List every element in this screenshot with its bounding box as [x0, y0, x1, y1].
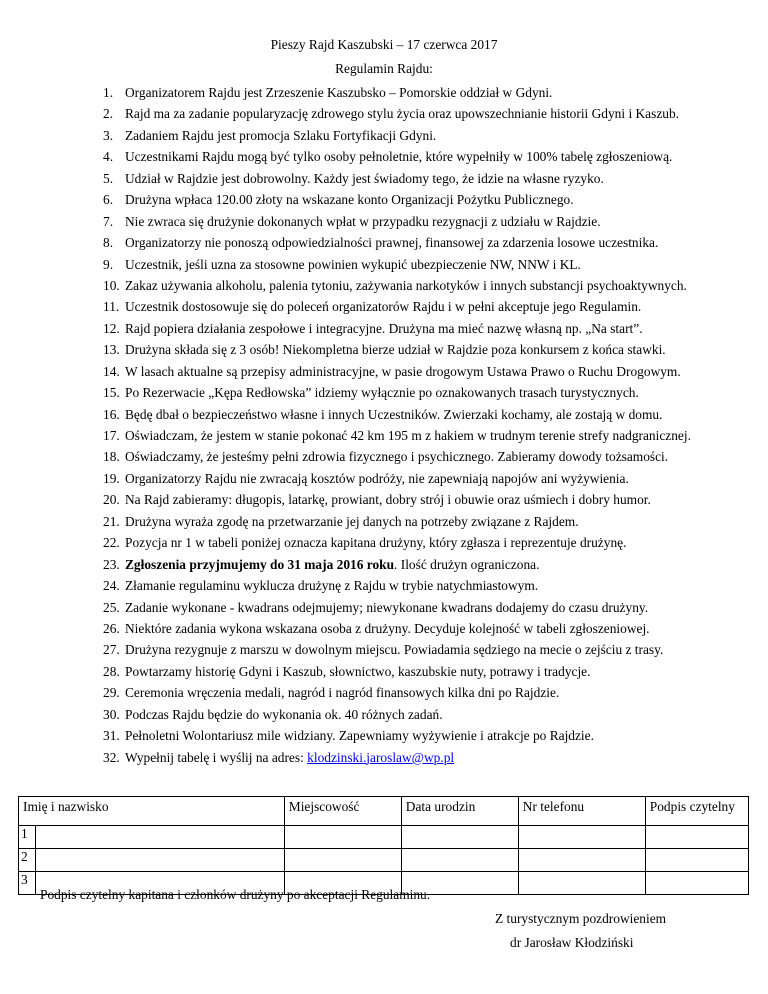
rule-text: Drużyna składa się z 3 osób! Niekompletna bierze udział w Rajdzie poza konkursem z końca stawki. [125, 342, 666, 358]
rule-text: Rajd popiera działania zespołowe i integracyjne. Drużyna ma mieć nazwę własną np. „Na start”. [125, 320, 643, 336]
rule-item [0, 383, 768, 404]
header-phone: Nr telefonu [518, 797, 645, 826]
rule-text: Ceremonia wręczenia medali, nagród i nagród finansowych kilka dni po Rajdzie. [125, 685, 560, 701]
rule-text-lead: Wypełnij tabelę i wyślij na adres: [125, 749, 308, 765]
rule-text: Pozycja nr 1 w tabeli poniżej oznacza kapitana drużyny, który zgłasza i reprezentuje drużynę. [125, 535, 627, 551]
rule-number: 13. [103, 342, 120, 358]
rule-number: 8. [103, 235, 114, 251]
rule-text: Uczestnik dostosowuje się do poleceń organizatorów Rajdu i w pełni akceptuje jego Regulamin. [125, 299, 642, 315]
rule-text: Udział w Rajdzie jest dobrowolny. Każdy jest świadomy tego, że idzie na własne ryzyko. [125, 170, 604, 186]
rule-item [0, 640, 768, 661]
rule-number: 27. [103, 642, 120, 658]
rule-text: Powtarzamy historię Gdyni i Kaszub, słownictwo, kaszubskie nuty, potrawy i tradycje. [125, 663, 591, 679]
name-cell[interactable] [36, 849, 285, 872]
table-row[interactable] [19, 849, 749, 872]
rule-number: 4. [103, 149, 114, 165]
rule-text: Drużyna wpłaca 120.00 złoty na wskazane konto Organizacji Pożytku Publicznego. [125, 192, 574, 208]
rule-item [0, 104, 768, 125]
rule-item [0, 619, 768, 640]
document-title: Pieszy Rajd Kaszubski – 17 czerwca 2017 [270, 37, 498, 52]
rule-number: 28. [103, 663, 120, 679]
rule-number: 15. [103, 385, 120, 401]
rule-number: 21. [103, 513, 120, 529]
rule-item [0, 169, 768, 190]
rule-text: Zakaz używania alkoholu, palenia tytoniu, zażywania narkotyków i innych substancji psychoaktywnych. [125, 277, 687, 293]
rule-item [0, 447, 768, 468]
rule-item [0, 297, 768, 318]
rule-number: 29. [103, 685, 120, 701]
rule-item [0, 748, 768, 769]
rule-number: 19. [103, 470, 120, 486]
rule-number: 16. [103, 406, 120, 422]
header-signature: Podpis czytelny [645, 797, 748, 826]
rule-item [0, 555, 768, 576]
rule-item [0, 190, 768, 211]
registration-table [18, 796, 749, 895]
rule-text: Drużyna wyraża zgodę na przetwarzanie jej danych na potrzeby związane z Rajdem. [125, 513, 579, 529]
rule-item [0, 212, 768, 233]
rule-item [0, 662, 768, 683]
header-birthdate: Data urodzin [401, 797, 518, 826]
rule-item [0, 362, 768, 383]
rule-text [125, 555, 539, 575]
rule-text: Niektóre zadania wykona wskazana osoba z drużyny. Decyduje kolejność w tabeli zgłoszeniowej. [125, 620, 650, 636]
signature-cell[interactable] [645, 849, 748, 872]
rule-number: 11. [103, 299, 120, 315]
rule-text: W lasach aktualne są przepisy administracyjne, w pasie drogowym Ustawa Prawo o Ruchu Drogowym. [125, 363, 681, 379]
rule-number: 25. [103, 599, 120, 615]
table-row[interactable] [19, 826, 749, 849]
rule-number: 9. [103, 256, 114, 272]
rule-text-rest: . Ilość drużyn ograniczona. [394, 556, 540, 572]
rule-number: 14. [103, 363, 120, 379]
rule-number: 18. [103, 449, 120, 465]
rule-text: Po Rezerwacie „Kępa Redłowska” idziemy wyłącznie po oznakowanych trasach turystycznych. [125, 385, 639, 401]
rule-text: Zadaniem Rajdu jest promocja Szlaku Fortyfikacji Gdyni. [125, 127, 437, 143]
signature-note: Podpis czytelny kapitana i członków drużyny po akceptacji Regulaminu. [40, 887, 431, 902]
rule-item [0, 126, 768, 147]
rule-number: 20. [103, 492, 120, 508]
rule-item [0, 426, 768, 447]
rules-list [0, 83, 768, 769]
rule-item [0, 726, 768, 747]
email-link[interactable]: klodzinski.jaroslaw@wp.pl [307, 749, 455, 765]
rule-number: 31. [103, 728, 120, 744]
phone-cell[interactable] [518, 826, 645, 849]
header-town: Miejscowość [284, 797, 401, 826]
rule-item [0, 469, 768, 490]
rule-item [0, 598, 768, 619]
town-cell[interactable] [284, 826, 401, 849]
rule-text: Na Rajd zabieramy: długopis, latarkę, prowiant, dobry strój i obuwie oraz uśmiech i dobry humor. [125, 492, 651, 508]
rule-text: Organizatorzy nie ponoszą odpowiedzialności prawnej, finansowej za zdarzenia losowe uczestnika. [125, 235, 659, 251]
rule-number: 6. [103, 192, 114, 208]
rule-text: Podczas Rajdu będzie do wykonania ok. 40 różnych zadań. [125, 706, 443, 722]
rule-text: Rajd ma za zadanie popularyzację zdrowego stylu życia oraz upowszechnianie historii Gdyni i Kaszub. [125, 106, 680, 122]
rule-text: Drużyna rezygnuje z marszu w dowolnym miejscu. Powiadamia sędziego na mecie o zejściu z trasy. [125, 642, 664, 658]
rule-number: 26. [103, 620, 120, 636]
rule-number: 17. [103, 428, 120, 443]
deadline-text: Zgłoszenia przyjmujemy do 31 maja 2016 roku [125, 556, 395, 572]
rule-number: 10. [103, 277, 120, 293]
rule-number: 24. [103, 578, 120, 594]
rule-text: Organizatorem Rajdu jest Zrzeszenie Kaszubsko – Pomorskie oddział w Gdyni. [125, 85, 553, 100]
rule-item [0, 576, 768, 597]
author-name: dr Jarosław Kłodziński [510, 935, 634, 950]
rule-number: 3. [103, 127, 114, 143]
rule-item [0, 533, 768, 554]
rule-text: Będę dbał o bezpieczeństwo własne i innych Uczestników. Zwierzaki kochamy, ale zostają w domu. [125, 406, 663, 422]
rule-item [0, 490, 768, 511]
rule-item [0, 83, 768, 104]
rule-number: 2. [103, 106, 114, 122]
rule-number: 12. [103, 320, 120, 336]
rule-item [0, 233, 768, 254]
rule-number: 30. [103, 706, 120, 722]
rule-number: 7. [103, 213, 114, 229]
rule-text [125, 748, 454, 768]
closing-greeting: Z turystycznym pozdrowieniem [495, 911, 667, 926]
birthdate-cell[interactable] [401, 826, 518, 849]
document-subtitle: Regulamin Rajdu: [335, 61, 433, 76]
rule-number: 5. [103, 170, 114, 186]
rule-item [0, 276, 768, 297]
rule-number: 32. [103, 749, 120, 765]
row-number: 2 [19, 849, 36, 872]
signature-cell[interactable] [645, 872, 748, 895]
rule-text: Złamanie regulaminu wyklucza drużynę z Rajdu w trybie natychmiastowym. [125, 578, 539, 594]
header-name: Imię i nazwisko [19, 797, 285, 826]
phone-cell[interactable] [518, 849, 645, 872]
rule-text: Zadanie wykonane - kwadrans odejmujemy; niewykonane kwadrans dodajemy do czasu drużyny. [125, 599, 649, 615]
rule-item [0, 683, 768, 704]
rule-number: 23. [103, 556, 120, 572]
rule-text: Oświadczamy, że jesteśmy pełni zdrowia fizycznego i psychicznego. Zabieramy dowody tożsamości. [125, 449, 669, 465]
rule-item [0, 405, 768, 426]
birthdate-cell[interactable] [401, 849, 518, 872]
rule-item [0, 512, 768, 533]
rule-item [0, 319, 768, 340]
phone-cell[interactable] [518, 872, 645, 895]
row-number: 3 [19, 872, 36, 895]
rule-text: Organizatorzy Rajdu nie zwracają kosztów podróży, nie zapewniają napojów ani wyżywienia. [125, 470, 629, 486]
rule-text: Nie zwraca się drużynie dokonanych wpłat w przypadku rezygnacji z udziału w Rajdzie. [125, 213, 601, 229]
rule-item [0, 255, 768, 276]
rule-number: 1. [103, 85, 114, 100]
signature-cell[interactable] [645, 826, 748, 849]
rule-text: Pełnoletni Wolontariusz mile widziany. Zapewniamy wyżywienie i atrakcje po Rajdzie. [125, 728, 594, 744]
name-cell[interactable] [36, 826, 285, 849]
row-number: 1 [19, 826, 36, 849]
rule-item [0, 147, 768, 168]
rule-text: Oświadczam, że jestem w stanie pokonać 42 km 195 m z hakiem w trudnym terenie strefy nadgranicznej. [125, 428, 691, 443]
rule-item [0, 340, 768, 361]
rule-number: 22. [103, 535, 120, 551]
rule-text: Uczestnikami Rajdu mogą być tylko osoby pełnoletnie, które wypełniły w 100% tabelę zgłoszeniową. [125, 149, 673, 165]
town-cell[interactable] [284, 849, 401, 872]
rule-text: Uczestnik, jeśli uzna za stosowne powinien wykupić ubezpieczenie NW, NNW i KL. [125, 256, 581, 272]
rule-item [0, 705, 768, 726]
